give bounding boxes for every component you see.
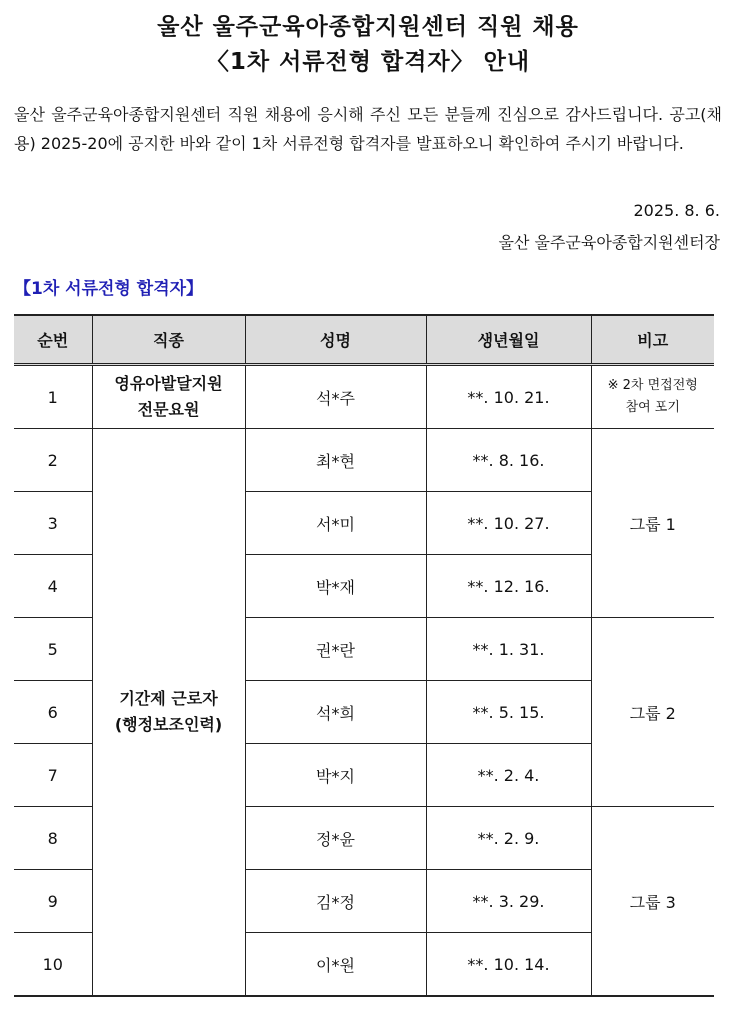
birthdate-cell: **. 5. 15. — [426, 681, 591, 744]
issuer-name: 울산 울주군육아종합지원센터장 — [498, 233, 720, 252]
row-number: 4 — [14, 555, 92, 618]
name-cell: 석*희 — [245, 681, 426, 744]
remark-withdrawn: ※ 2차 면접전형 참여 포기 — [607, 378, 698, 415]
job-type-cell — [92, 429, 245, 997]
row-number: 7 — [14, 744, 92, 807]
job-type-2: 기간제 근로자 (행정보조인력) — [114, 689, 223, 734]
intro-paragraph: 울산 울주군육아종합지원센터 직원 채용에 응시해 주신 모든 분들께 진심으로 감사드립니다. 공고(채용) 2025-20에 공지한 바와 같이 1차 서류전형 합격자를 발표하오니 확인하여 주시기 바랍니다. — [14, 105, 722, 153]
name-cell: 이*원 — [245, 933, 426, 997]
row-number: 2 — [14, 429, 92, 492]
header-job: 직종 — [92, 315, 245, 365]
row-number: 5 — [14, 618, 92, 681]
row-number: 9 — [14, 870, 92, 933]
name-cell: 박*재 — [245, 555, 426, 618]
name-cell: 서*미 — [245, 492, 426, 555]
birthdate-cell: **. 2. 9. — [426, 807, 591, 870]
name-cell: 박*지 — [245, 744, 426, 807]
notice-date: 2025. 8. 6. — [633, 201, 720, 220]
section-title: 【1차 서류전형 합격자】 — [14, 279, 204, 299]
row-number: 10 — [14, 933, 92, 997]
title-line-1: 울산 울주군육아종합지원센터 직원 채용 — [157, 14, 579, 40]
birthdate-cell: **. 2. 4. — [426, 744, 591, 807]
name-cell: 정*윤 — [245, 807, 426, 870]
name-cell: 석*주 — [245, 365, 426, 429]
birthdate-cell: **. 10. 27. — [426, 492, 591, 555]
group-2-cell: 그룹 2 — [591, 618, 714, 807]
group-1-cell: 그룹 1 — [591, 429, 714, 618]
row-number: 1 — [14, 365, 92, 429]
results-table — [14, 314, 714, 997]
title-line-2: 〈1차 서류전형 합격자〉 안내 — [205, 49, 531, 75]
birthdate-cell: **. 12. 16. — [426, 555, 591, 618]
birthdate-cell: **. 1. 31. — [426, 618, 591, 681]
remarks-cell — [591, 365, 714, 429]
job-type-cell — [92, 365, 245, 429]
group-3-cell: 그룹 3 — [591, 807, 714, 997]
name-cell: 김*정 — [245, 870, 426, 933]
row-number: 3 — [14, 492, 92, 555]
header-name: 성명 — [245, 315, 426, 365]
table-row — [14, 365, 714, 429]
birthdate-cell: **. 3. 29. — [426, 870, 591, 933]
birthdate-cell: **. 8. 16. — [426, 429, 591, 492]
job-type-1: 영유아발달지원 전문요원 — [114, 374, 223, 419]
table-row — [14, 429, 714, 492]
header-remarks: 비고 — [591, 315, 714, 365]
name-cell: 최*현 — [245, 429, 426, 492]
birthdate-cell: **. 10. 14. — [426, 933, 591, 997]
row-number: 8 — [14, 807, 92, 870]
header-number: 순번 — [14, 315, 92, 365]
table-header-row — [14, 315, 714, 365]
header-birthdate: 생년월일 — [426, 315, 591, 365]
name-cell: 권*란 — [245, 618, 426, 681]
row-number: 6 — [14, 681, 92, 744]
birthdate-cell: **. 10. 21. — [426, 365, 591, 429]
